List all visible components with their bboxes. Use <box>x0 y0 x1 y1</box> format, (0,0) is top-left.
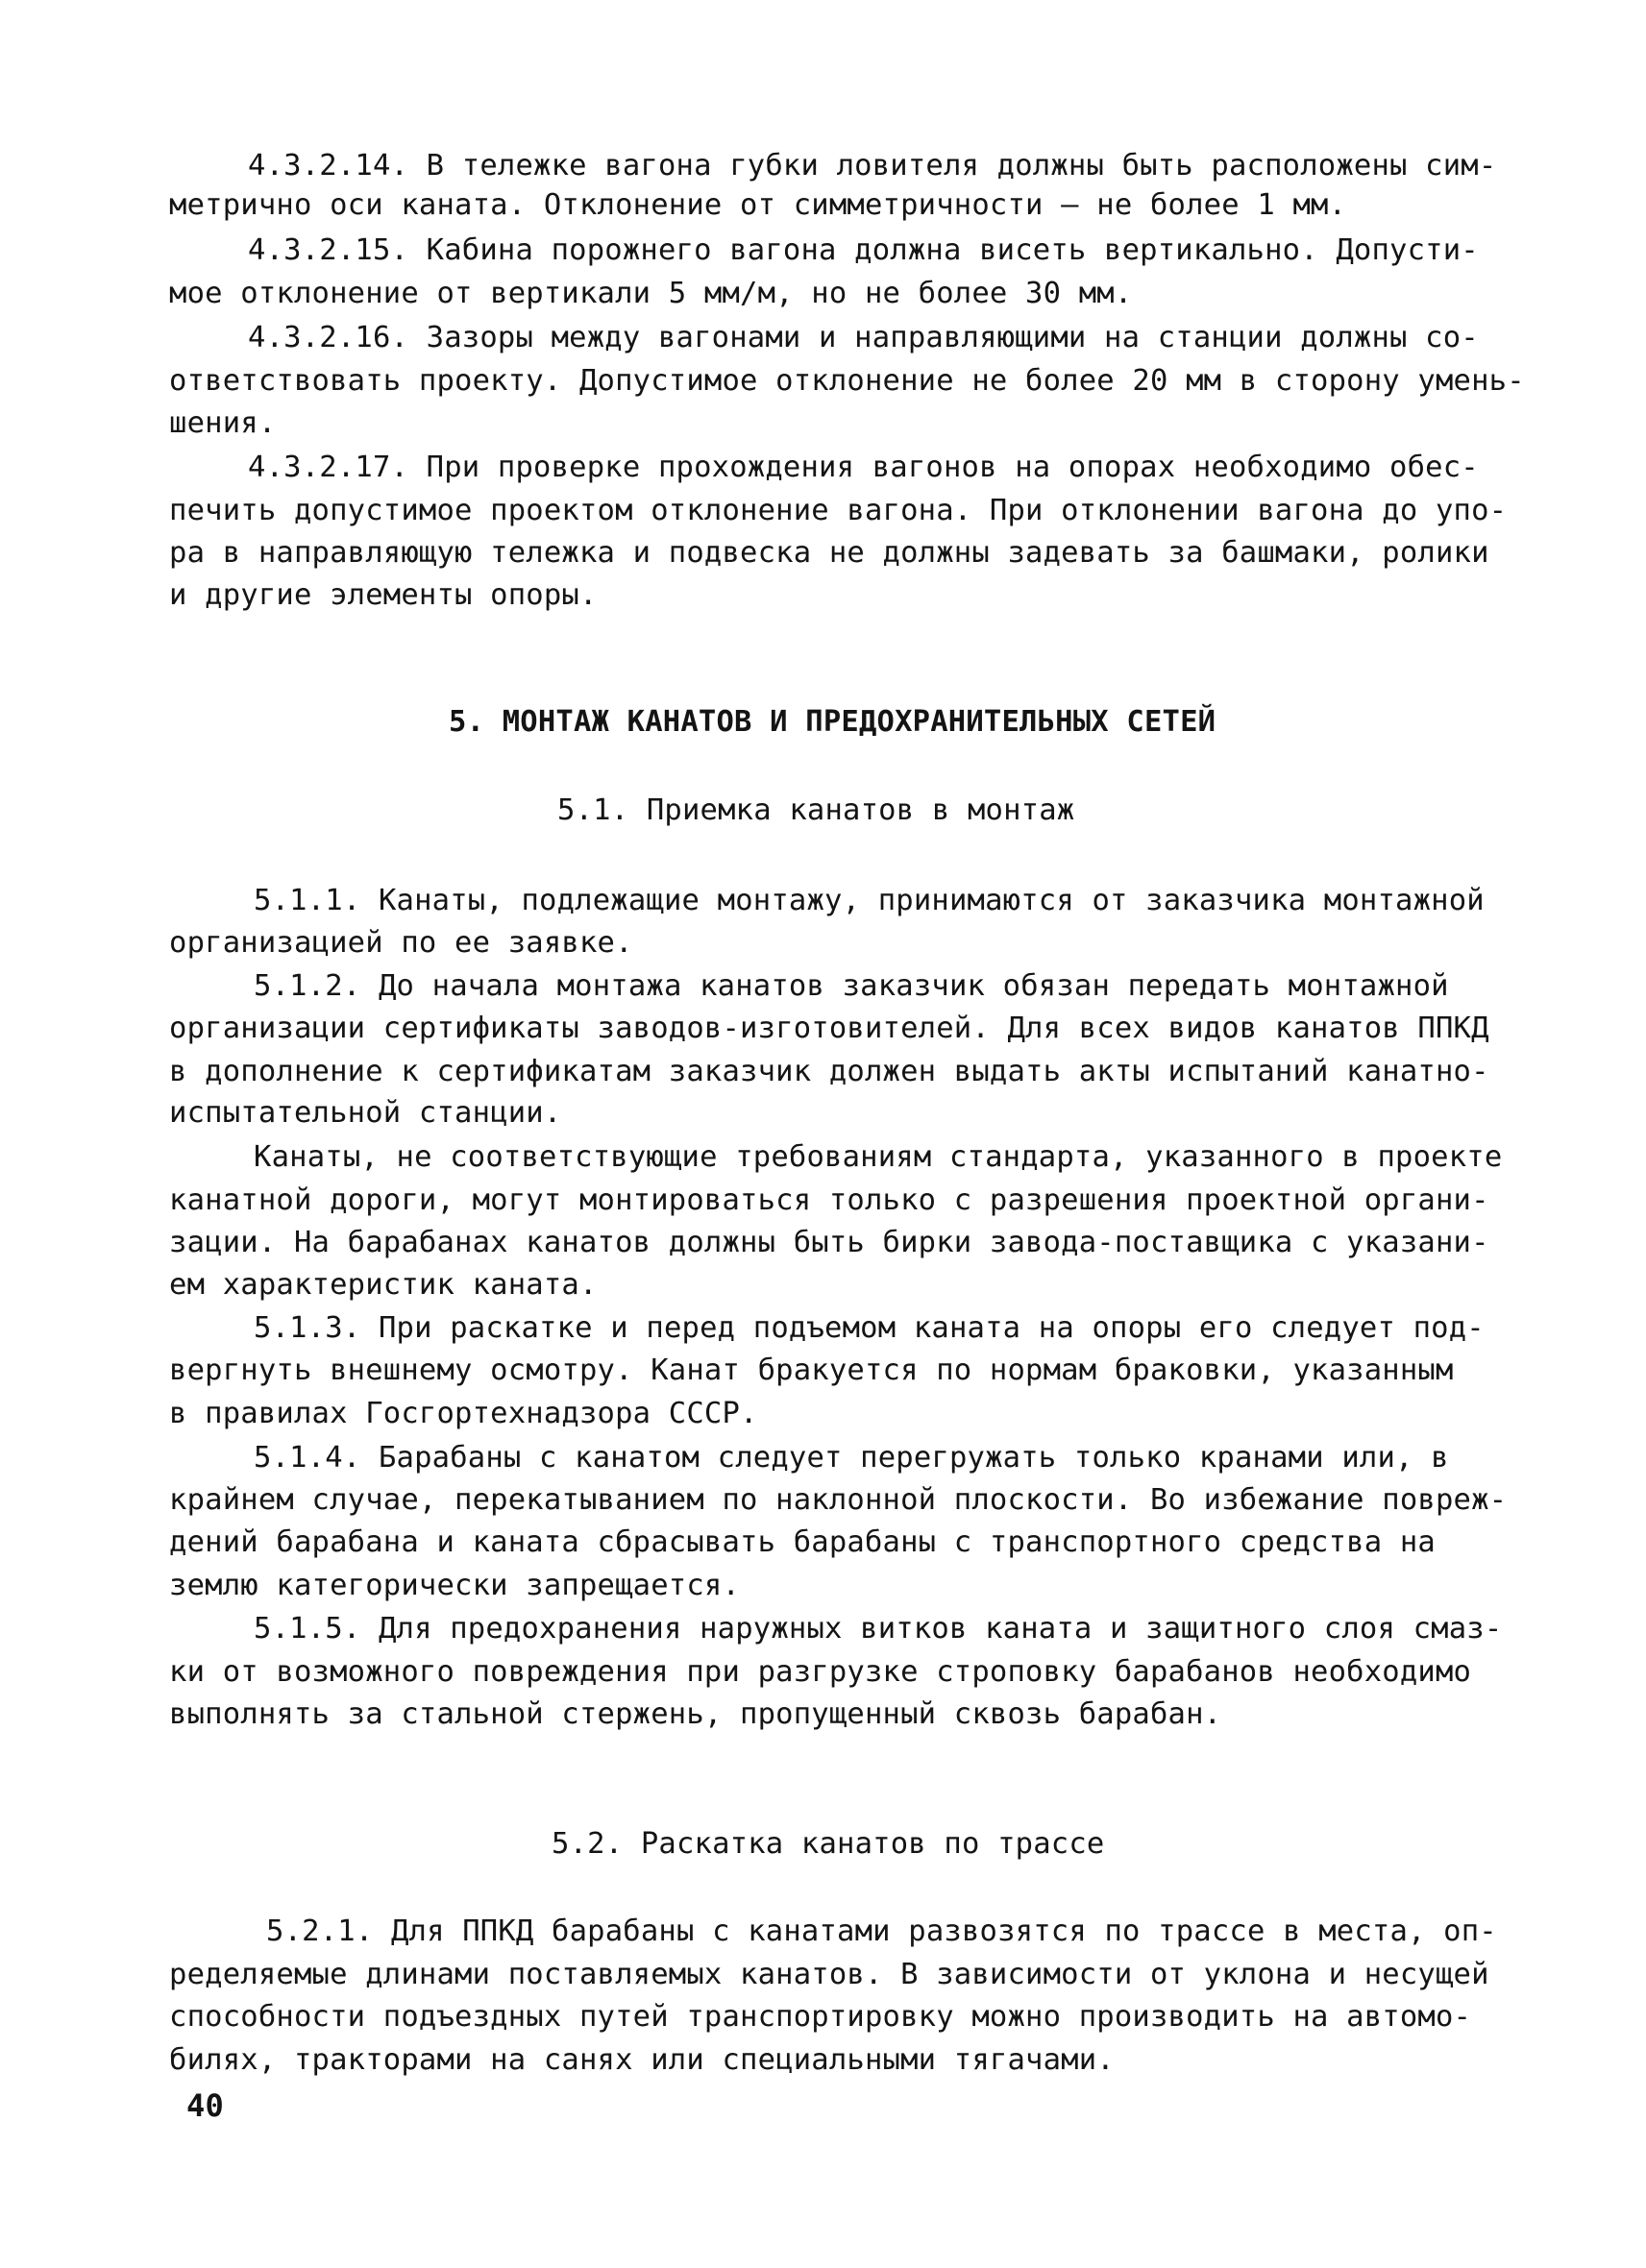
text-line: мое отклонение от вертикали 5 мм/м, но не более 30 мм. <box>169 277 1133 310</box>
section-heading: 5. МОНТАЖ КАНАТОВ И ПРЕДОХРАНИТЕЛЬНЫХ СЕТЕЙ <box>449 705 1216 739</box>
text-line: землю категорически запрещается. <box>169 1569 741 1602</box>
text-line: 5.1.5. Для предохранения наружных витков каната и защитного слоя смаз- <box>254 1612 1503 1646</box>
text-line: ответствовать проекту. Допустимое отклонение не более 20 мм в сторону умень- <box>169 364 1525 398</box>
text-line: Канаты, не соответствующие требованиям стандарта, указанного в проекте <box>254 1140 1503 1174</box>
text-line: ределяемые длинами поставляемых канатов. В зависимости от уклона и несущей <box>169 1958 1489 1991</box>
text-line: 4.3.2.17. При проверке прохождения вагонов на опорах необходимо обес- <box>248 451 1479 484</box>
subsection-heading: 5.2. Раскатка канатов по трассе <box>552 1827 1105 1861</box>
text-line: в дополнение к сертификатам заказчик должен выдать акты испытаний канатно- <box>169 1055 1489 1088</box>
page-number: 40 <box>186 2087 224 2124</box>
text-line: крайнем случае, перекатыванием по наклонной плоскости. Во избежание повреж- <box>169 1483 1508 1517</box>
text-line: печить допустимое проектом отклонение вагона. При отклонении вагона до упо- <box>169 494 1508 527</box>
text-line: билях, тракторами на санях или специальными тягачами. <box>169 2043 1115 2077</box>
text-line: 5.1.2. До начала монтажа канатов заказчик обязан передать монтажной <box>254 969 1449 1003</box>
text-line: 5.1.4. Барабаны с канатом следует перегружать только кранами или, в <box>254 1441 1449 1475</box>
text-line: 5.1.1. Канаты, подлежащие монтажу, принимаются от заказчика монтажной <box>254 884 1485 917</box>
text-line: и другие элементы опоры. <box>169 578 598 612</box>
text-line: выполнять за стальной стержень, пропущенный сквозь барабан. <box>169 1697 1222 1731</box>
text-line: 4.3.2.15. Кабина порожнего вагона должна висеть вертикально. Допусти- <box>248 233 1479 267</box>
text-line: вергнуть внешнему осмотру. Канат бракуется по нормам браковки, указанным <box>169 1353 1454 1387</box>
subsection-heading: 5.1. Приемка канатов в монтаж <box>557 793 1075 827</box>
text-line: ра в направляющую тележка и подвеска не должны задевать за башмаки, ролики <box>169 536 1489 570</box>
text-line: 4.3.2.14. В тележке вагона губки ловителя должны быть расположены сим- <box>248 149 1497 183</box>
text-line: зации. На барабанах канатов должны быть бирки завода-поставщика с указани- <box>169 1226 1489 1259</box>
text-line: организации сертификаты заводов-изготовителей. Для всех видов канатов ППКД <box>169 1012 1489 1045</box>
text-line: канатной дороги, могут монтироваться только с разрешения проектной органи- <box>169 1183 1489 1217</box>
text-line: 5.1.3. При раскатке и перед подъемом каната на опоры его следует под- <box>254 1311 1485 1345</box>
text-line: 4.3.2.16. Зазоры между вагонами и направляющими на станции должны со- <box>248 321 1479 354</box>
text-line: дений барабана и каната сбрасывать барабаны с транспортного средства на <box>169 1525 1436 1559</box>
text-line: организацией по ее заявке. <box>169 926 633 960</box>
text-line: ем характеристик каната. <box>169 1268 598 1302</box>
text-line: в правилах Госгортехнадзора СССР. <box>169 1397 758 1430</box>
text-line: способности подъездных путей транспортировку можно производить на автомо- <box>169 2000 1472 2034</box>
text-line: шения. <box>169 406 277 440</box>
text-line: испытательной станции. <box>169 1096 562 1130</box>
text-line: 5.2.1. Для ППКД барабаны с канатами развозятся по трассе в места, оп- <box>266 1914 1497 1948</box>
text-line: ки от возможного повреждения при разгрузке строповку барабанов необходимо <box>169 1655 1472 1689</box>
text-line: метрично оси каната. Отклонение от симметричности – не более 1 мм. <box>169 188 1347 222</box>
